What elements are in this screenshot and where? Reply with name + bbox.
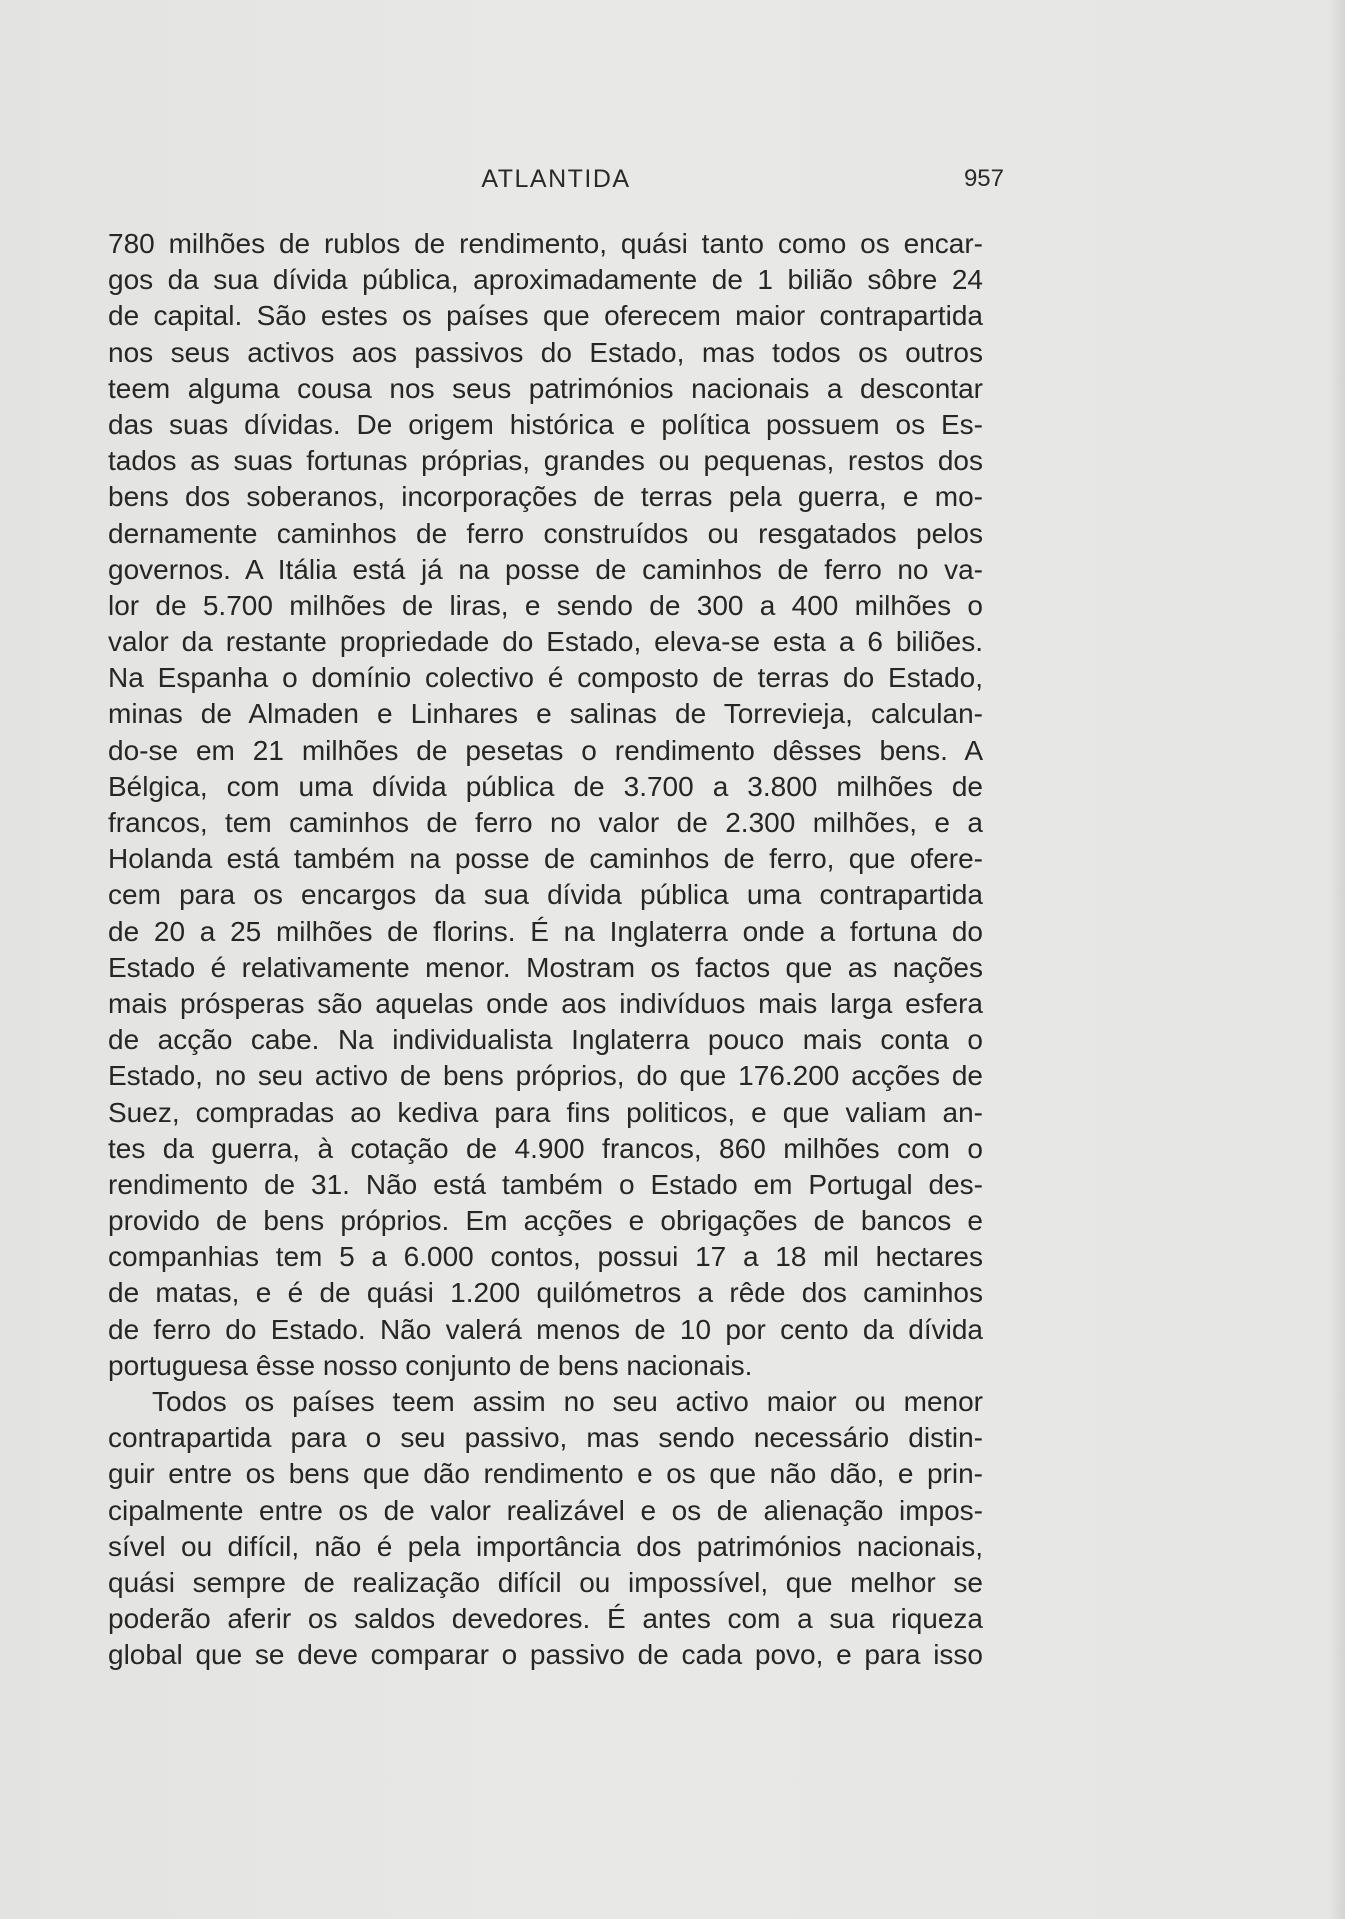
text-line: Holanda está também na posse de caminhos de ferro, que ofere- <box>108 843 983 875</box>
text-line: nos seus activos aos passivos do Estado, mas todos os outros <box>108 336 983 368</box>
text-line: de acção cabe. Na individualista Inglaterra pouco mais conta o <box>108 1024 983 1056</box>
text-line: quási sempre de realização difícil ou impossível, que melhor se <box>108 1566 983 1598</box>
text-line: Na Espanha o domínio colectivo é composto de terras do Estado, <box>108 662 983 694</box>
text-line: provido de bens próprios. Em acções e obrigações de bancos e <box>108 1205 983 1237</box>
page-number: 957 <box>963 165 1004 192</box>
text-line: sível ou difícil, não é pela importância dos patrimónios nacionais, <box>108 1530 983 1562</box>
text-line: Estado é relativamente menor. Mostram os factos que as nações <box>108 951 983 983</box>
text-line: 780 milhões de rublos de rendimento, quási tanto como os encar- <box>108 228 983 259</box>
text-line: contrapartida para o seu passivo, mas sendo necessário distin- <box>108 1422 983 1454</box>
text-line: companhias tem 5 a 6.000 contos, possui 17 a 18 mil hectares <box>108 1241 983 1273</box>
text-line: francos, tem caminhos de ferro no valor de 2.300 milhões, e a <box>108 807 983 838</box>
text-line: de capital. São estes os países que oferecem maior contrapartida <box>108 300 983 332</box>
text-line: tados as suas fortunas próprias, grandes ou pequenas, restos dos <box>108 445 983 477</box>
text-line: portuguesa êsse nosso conjunto de bens nacionais. <box>108 1349 753 1381</box>
text-line: gos da sua dívida pública, aproximadamente de 1 bilião sôbre 24 <box>108 264 983 296</box>
page-edge-shadow <box>1327 0 1345 1919</box>
text-line: Todos os países teem assim no seu activo maior ou menor <box>152 1386 983 1417</box>
text-line: do-se em 21 milhões de pesetas o rendimento dêsses bens. A <box>108 734 983 766</box>
text-line: tes da guerra, à cotação de 4.900 francos, 860 milhões com o <box>108 1132 983 1164</box>
text-line: Bélgica, com uma dívida pública de 3.700 a 3.800 milhões de <box>108 770 983 802</box>
text-line: cipalmente entre os de valor realizável e os de alienação impos- <box>108 1494 983 1526</box>
text-line: de ferro do Estado. Não valerá menos de 10 por cento da dívida <box>108 1313 983 1345</box>
text-line: de 20 a 25 milhões de florins. É na Inglaterra onde a fortuna do <box>108 915 983 947</box>
text-line: rendimento de 31. Não está também o Estado em Portugal des- <box>108 1168 983 1200</box>
page-header <box>108 165 1004 205</box>
text-line: poderão aferir os saldos devedores. É antes com a sua riqueza <box>108 1603 983 1635</box>
text-line: cem para os encargos da sua dívida pública uma contrapartida <box>108 879 983 911</box>
text-line: dernamente caminhos de ferro construídos ou resgatados pelos <box>108 517 983 549</box>
text-line: lor de 5.700 milhões de liras, e sendo de 300 a 400 milhões o <box>108 589 983 621</box>
running-title: ATLANTIDA <box>481 165 631 193</box>
text-line: bens dos soberanos, incorporações de terras pela guerra, e mo- <box>108 481 983 513</box>
text-line: mais prósperas são aquelas onde aos indivíduos mais larga esfera <box>108 987 983 1019</box>
text-line: global que se deve comparar o passivo de cada povo, e para isso <box>108 1639 983 1671</box>
body-text <box>108 226 983 1674</box>
text-line: teem alguma cousa nos seus patrimónios nacionais a descontar <box>108 372 983 404</box>
text-line: valor da restante propriedade do Estado, eleva-se esta a 6 biliões. <box>108 626 983 658</box>
text-line: de matas, e é de quási 1.200 quilómetros a rêde dos caminhos <box>108 1277 983 1309</box>
text-line: minas de Almaden e Linhares e salinas de Torrevieja, calculan- <box>108 698 983 730</box>
text-line: Suez, compradas ao kediva para fins politicos, e que valiam an- <box>108 1096 983 1128</box>
text-line: das suas dívidas. De origem histórica e política possuem os Es- <box>108 408 983 440</box>
text-line: Estado, no seu activo de bens próprios, do que 176.200 acções de <box>108 1060 983 1092</box>
text-line: guir entre os bens que dão rendimento e os que não dão, e prin- <box>108 1458 983 1490</box>
text-line: governos. A Itália está já na posse de caminhos de ferro no va- <box>108 553 983 585</box>
